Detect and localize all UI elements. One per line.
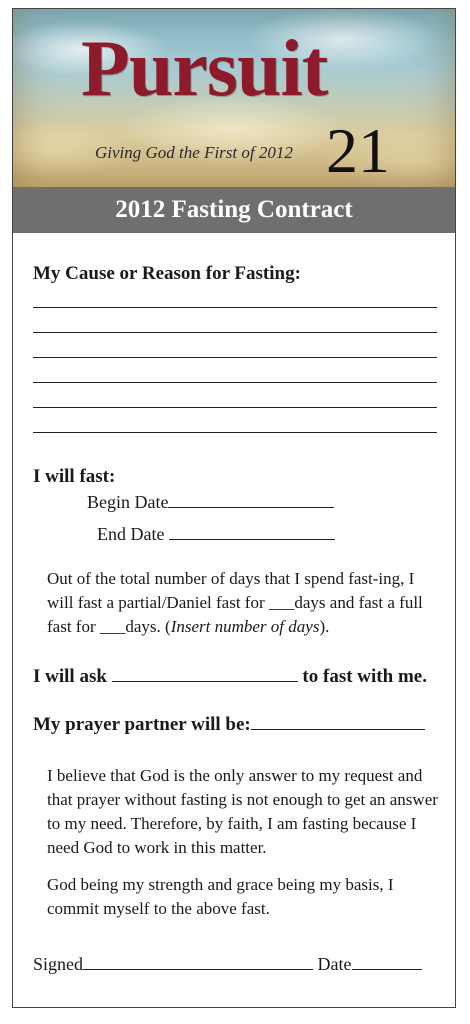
- end-date-label: End Date: [97, 524, 165, 544]
- belief-paragraph: I believe that God is the only answer to my request and that prayer without fasting is not enough to get an answer to my need. Therefore, by faith, I am fasting because I need God to work in this matter.: [47, 766, 438, 857]
- cause-line[interactable]: [33, 432, 437, 433]
- ask-name-field[interactable]: [112, 667, 298, 682]
- ask-row: [33, 666, 427, 688]
- fast-days-text: Out of the total number of days that I spend fast-ing, I will fast a partial/Daniel fast for ___days and fast a full fast for ___days. (: [47, 569, 423, 636]
- signature-date-field[interactable]: [352, 955, 422, 970]
- partner-row: [33, 714, 425, 736]
- brand-number: 21: [326, 115, 390, 186]
- fast-days-paragraph: [47, 567, 443, 639]
- begin-date-row: [87, 492, 334, 513]
- begin-date-label: Begin Date: [87, 492, 169, 512]
- cause-heading: My Cause or Reason for Fasting:: [33, 263, 301, 284]
- cause-line[interactable]: [33, 357, 437, 358]
- end-date-field[interactable]: [169, 525, 335, 540]
- fasting-contract-card: [12, 8, 456, 1008]
- ask-suffix: to fast with me.: [302, 666, 427, 687]
- fast-days-text-end: ).: [319, 617, 330, 636]
- fast-heading: I will fast:: [33, 466, 116, 487]
- date-label: Date: [317, 954, 352, 974]
- contract-title: 2012 Fasting Contract: [13, 187, 455, 233]
- fast-days-note: Insert number of days: [170, 617, 320, 636]
- banner-tagline: Giving God the First of 2012: [95, 143, 293, 162]
- ask-prefix: I will ask: [33, 666, 107, 687]
- signature-row: [33, 954, 422, 975]
- partner-label: My prayer partner will be:: [33, 714, 251, 735]
- begin-date-field[interactable]: [168, 493, 334, 508]
- partner-name-field[interactable]: [251, 715, 425, 730]
- cause-line[interactable]: [33, 307, 437, 308]
- end-date-row: [97, 524, 335, 545]
- signed-label: Signed: [33, 954, 84, 974]
- cause-line[interactable]: [33, 332, 437, 333]
- commit-paragraph: God being my strength and grace being my basis, I commit myself to the above fast.: [47, 875, 394, 918]
- pursuit-banner: [13, 9, 455, 187]
- signature-field[interactable]: [83, 955, 313, 970]
- brand-logo-text: Pursuit: [81, 25, 328, 113]
- cause-line[interactable]: [33, 382, 437, 383]
- cause-line[interactable]: [33, 407, 437, 408]
